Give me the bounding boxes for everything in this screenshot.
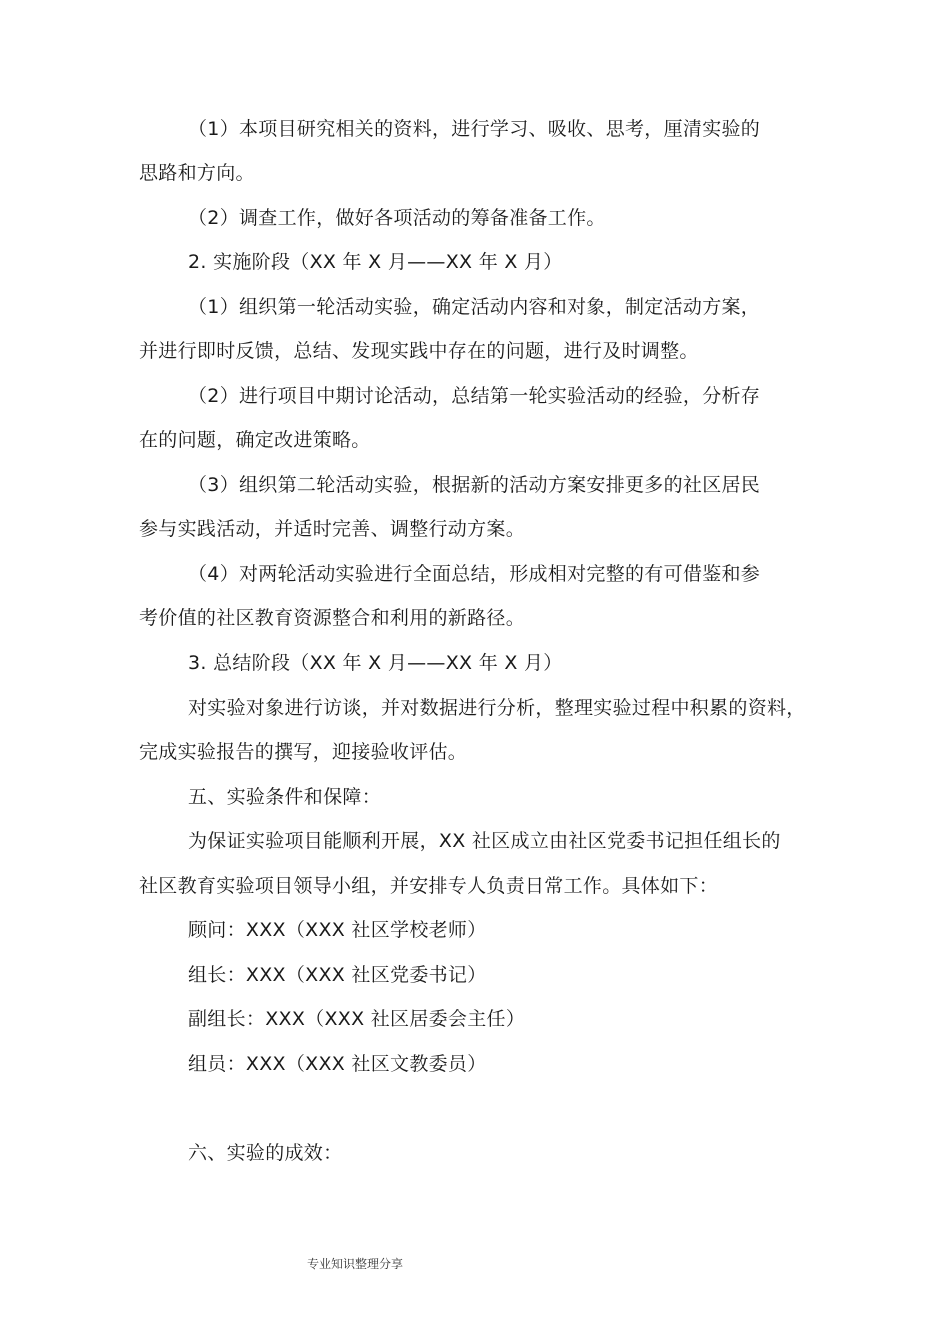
- paragraph-line: 对实验对象进行访谈，并对数据进行分析，整理实验过程中积累的资料，: [188, 697, 806, 719]
- paragraph-line: 思路和方向。: [139, 162, 255, 184]
- list-item: 顾问：XXX（XXX 社区学校老师）: [188, 919, 487, 941]
- section-heading: 3. 总结阶段（XX 年 X 月——XX 年 X 月）: [188, 652, 563, 674]
- page-footer: 专业知识整理分享: [307, 1257, 404, 1271]
- paragraph-line: 为保证实验项目能顺利开展，XX 社区成立由社区党委书记担任组长的: [188, 830, 781, 852]
- paragraph-line: 并进行即时反馈，总结、发现实践中存在的问题，进行及时调整。: [139, 340, 699, 362]
- paragraph-line: （1）组织第一轮活动实验，确定活动内容和对象，制定活动方案，: [188, 296, 761, 318]
- paragraph-line: 在的问题，确定改进策略。: [139, 429, 371, 451]
- paragraph-line: 完成实验报告的撰写，迎接验收评估。: [139, 741, 468, 763]
- section-heading: 五、实验条件和保障：: [188, 786, 382, 808]
- section-heading: 六、实验的成效：: [188, 1142, 343, 1164]
- paragraph-line: （2）调查工作，做好各项活动的筹备准备工作。: [188, 207, 606, 229]
- list-item: 组长：XXX（XXX 社区党委书记）: [188, 964, 487, 986]
- paragraph-line: （2）进行项目中期讨论活动，总结第一轮实验活动的经验，分析存: [188, 385, 761, 407]
- paragraph-line: 参与实践活动，并适时完善、调整行动方案。: [139, 518, 526, 540]
- list-item: 副组长：XXX（XXX 社区居委会主任）: [188, 1008, 526, 1030]
- paragraph-line: 社区教育实验项目领导小组，并安排专人负责日常工作。具体如下：: [139, 875, 719, 897]
- section-heading: 2. 实施阶段（XX 年 X 月——XX 年 X 月）: [188, 251, 563, 273]
- paragraph-line: （4）对两轮活动实验进行全面总结，形成相对完整的有可借鉴和参: [188, 563, 761, 585]
- list-item: 组员：XXX（XXX 社区文教委员）: [188, 1053, 487, 1075]
- paragraph-line: （1）本项目研究相关的资料，进行学习、吸收、思考，厘清实验的: [188, 118, 761, 140]
- paragraph-line: （3）组织第二轮活动实验，根据新的活动方案安排更多的社区居民: [188, 474, 761, 496]
- paragraph-line: 考价值的社区教育资源整合和利用的新路径。: [139, 607, 526, 629]
